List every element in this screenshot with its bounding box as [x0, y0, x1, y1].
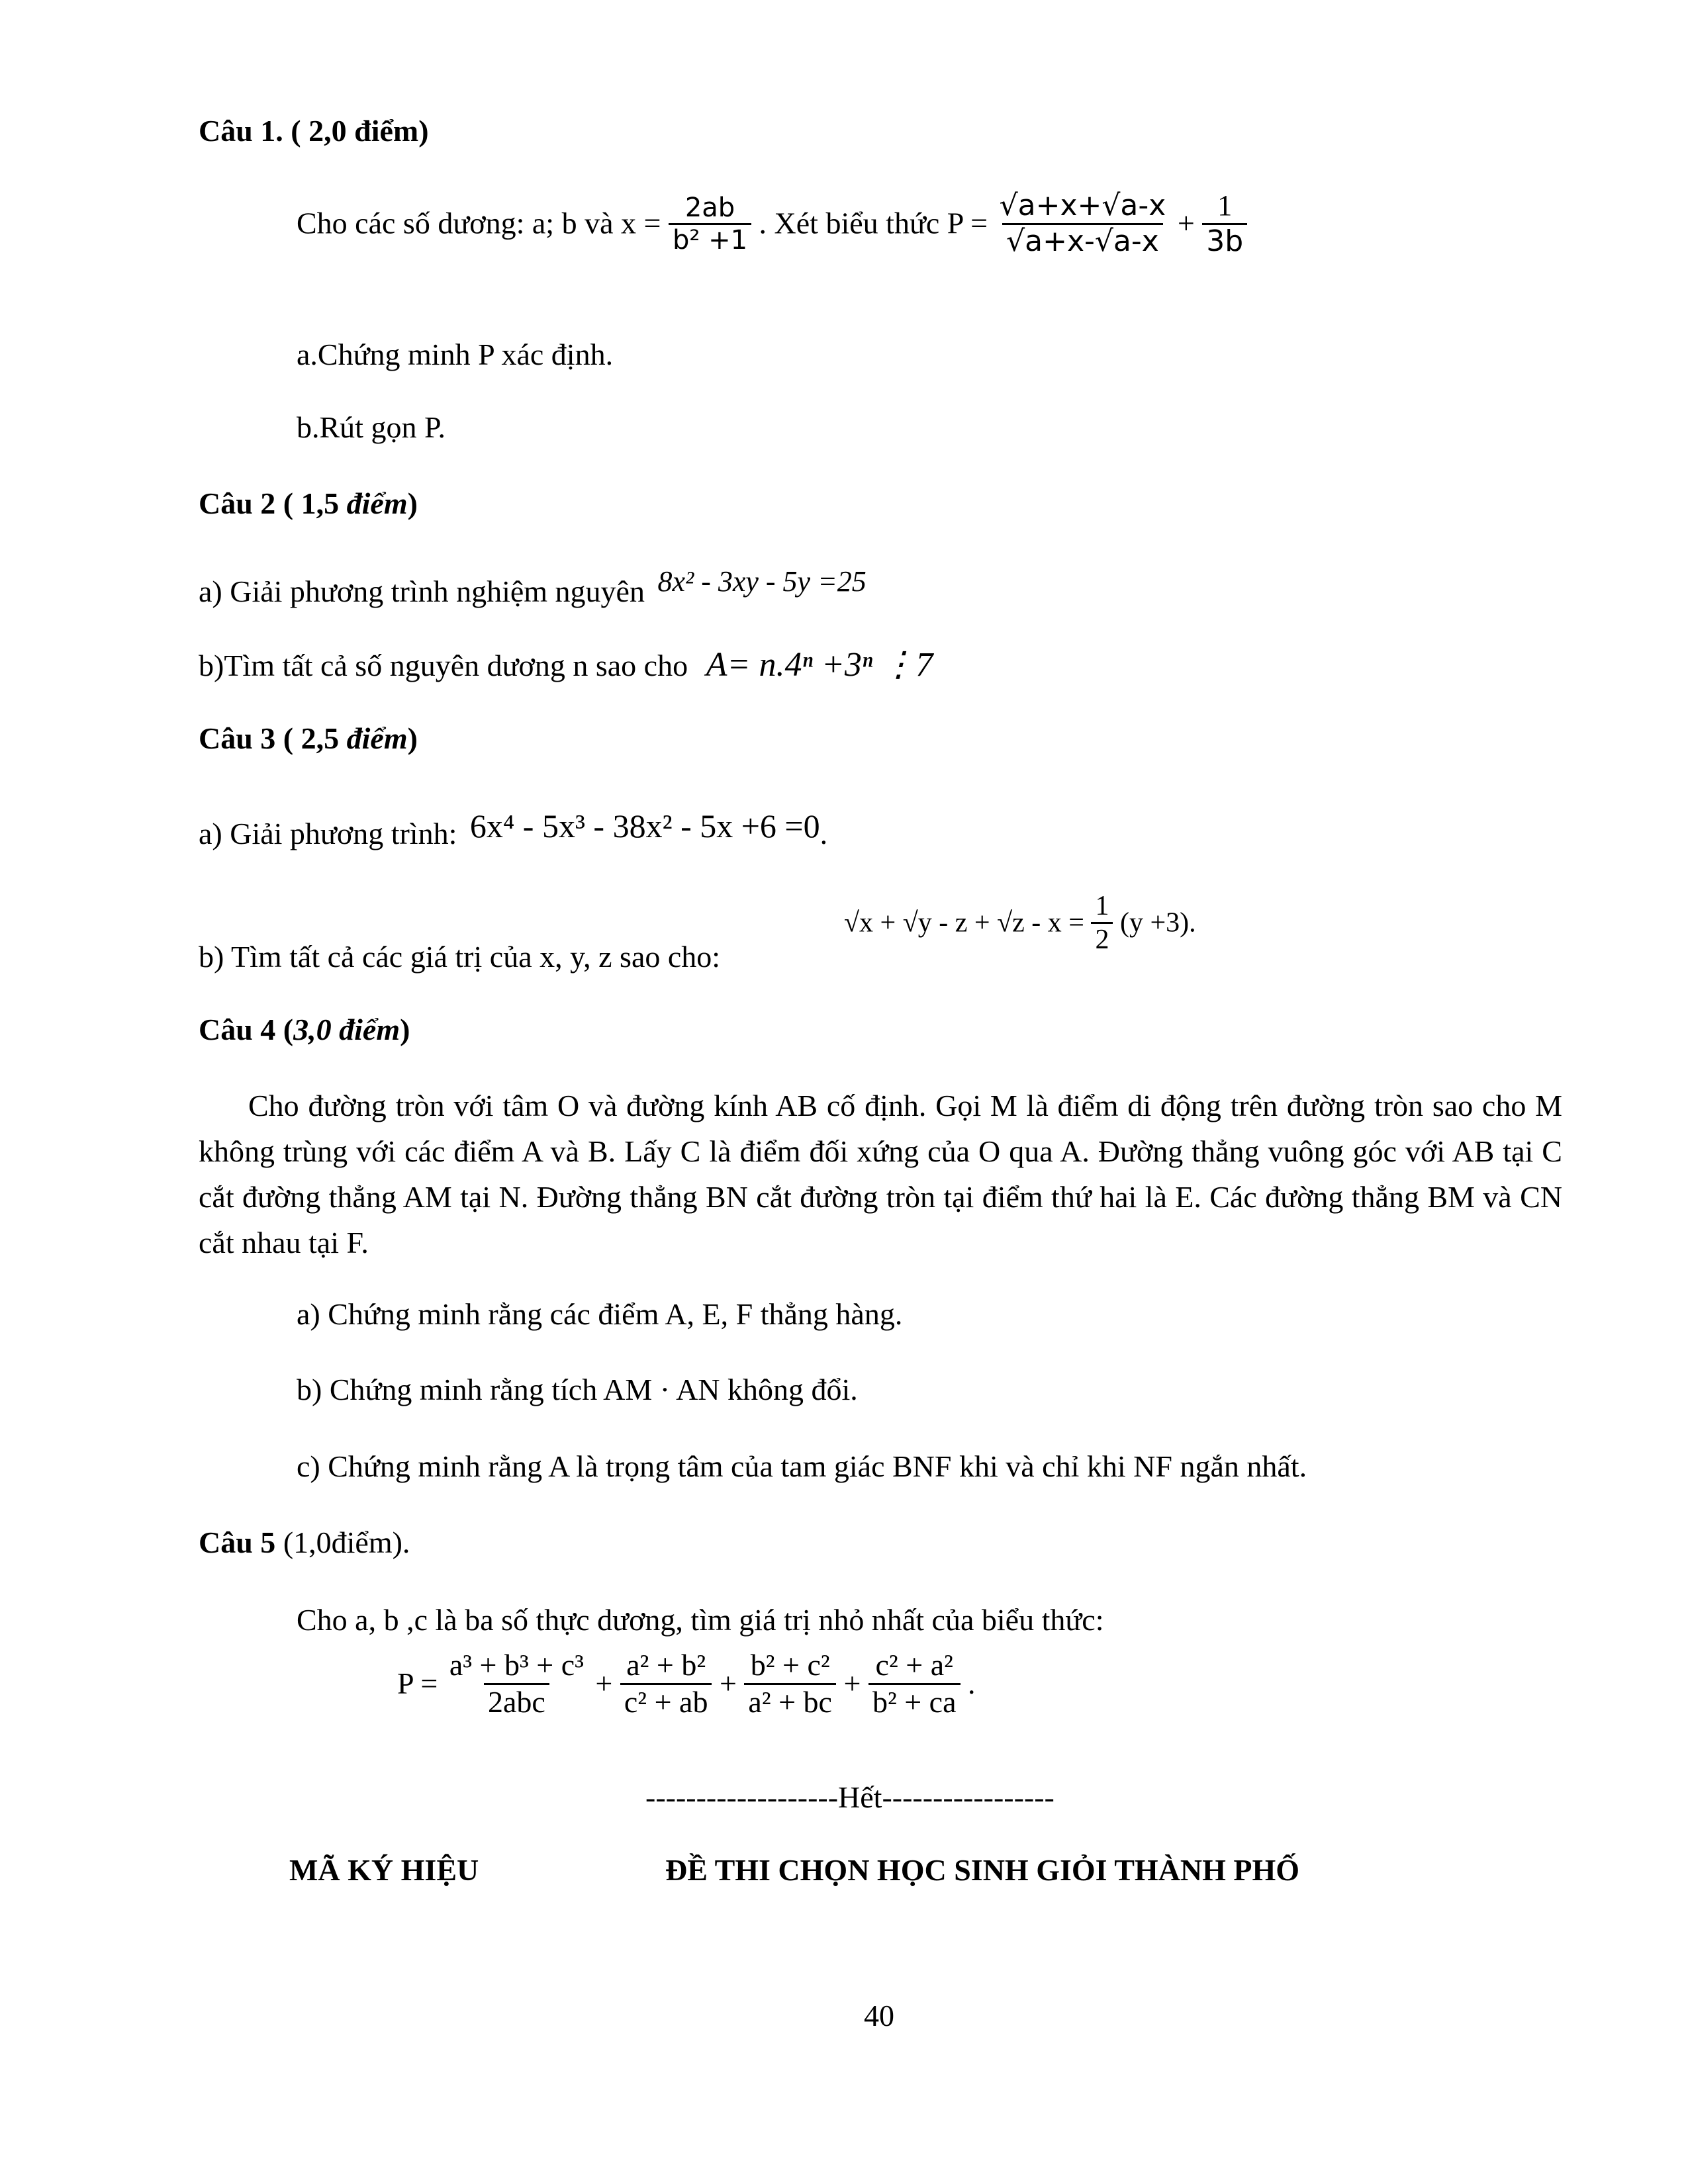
q5-f4-den: b² + ca: [868, 1683, 961, 1720]
q2-title: Câu 2 ( 1,5 điểm): [199, 486, 418, 520]
q3-b-eq-left: √x + √y - z + √z - x =: [844, 907, 1084, 938]
q2-a-text: a) Giải phương trình nghiệm nguyên: [199, 574, 645, 608]
q1-p-denominator: √a+x-√a-x: [1002, 223, 1163, 259]
q4-part-c: c) Chứng minh rằng A là trọng tâm của tam giác BNF khi và chỉ khi NF ngắn nhất.: [297, 1449, 1307, 1483]
q5-end: .: [968, 1666, 976, 1700]
q3-part-b-text: b) Tìm tất cả các giá trị của x, y, z sao cho:: [199, 940, 721, 974]
q5-plus-2: +: [719, 1666, 737, 1700]
q3-part-b-equation: [844, 890, 1196, 956]
q1-mid: . Xét biểu thức P =: [759, 206, 988, 240]
q5-f1-den: 2abc: [484, 1683, 549, 1720]
q3-b-eq-right: (y +3).: [1119, 907, 1196, 938]
end-line: -------------------Hết-----------------: [645, 1780, 1055, 1814]
q1-part-a: a.Chứng minh P xác định.: [297, 338, 614, 371]
q1-p-fraction: [996, 189, 1170, 258]
q5-f2-num: a² + b²: [626, 1648, 706, 1682]
q5-p-label: P =: [397, 1666, 438, 1700]
q5-f3-num: b² + c²: [750, 1648, 830, 1682]
page-number: 40: [864, 1999, 894, 2032]
q1-x-denominator: b² +1: [669, 223, 751, 255]
q2-b-equation: A= n.4ⁿ +3ⁿ ⋮7: [706, 646, 933, 684]
q1-p-plus: +: [1177, 206, 1195, 240]
q1-title: Câu 1. ( 2,0 điểm): [199, 114, 429, 148]
q4-paragraph: Cho đường tròn với tâm O và đường kính AB cố định. Gọi M là điểm di động trên đường tròn sao cho M không trùng với các điểm A và B. Lấy C là điểm đối xứng của O qua A. Đường thẳng vuông góc với AB tại C cắt đường thẳng AM tại N. Đường thẳng BN cắt đường tròn tại điểm thứ hai là E. Các đường thẳng BM và CN cắt nhau tại F.: [199, 1089, 1562, 1259]
q2-a-equation: 8x² - 3xy - 5y =25: [657, 565, 867, 598]
q3-title: Câu 3 ( 2,5 điểm): [199, 721, 418, 755]
footer-exam-title: ĐỀ THI CHỌN HỌC SINH GIỎI THÀNH PHỐ: [665, 1853, 1300, 1887]
q1-p2-numerator: 1: [1217, 189, 1233, 222]
q1-p2-denominator: 3b: [1202, 223, 1247, 259]
q3-b-half-num: 1: [1095, 891, 1109, 921]
q2-part-a: [199, 565, 867, 610]
q1-statement: [297, 189, 1247, 258]
q5-f3-den: a² + bc: [744, 1683, 836, 1720]
q3-part-a: [199, 807, 828, 852]
q5-plus-1: +: [595, 1666, 613, 1700]
q5-fraction-1: [445, 1648, 588, 1720]
q1-x-fraction: [669, 193, 751, 255]
q4-part-a: a) Chứng minh rằng các điểm A, E, F thẳng hàng.: [297, 1297, 903, 1331]
q5-title: Câu 5 (1,0điểm).: [199, 1525, 410, 1559]
q5-fraction-2: [620, 1648, 712, 1720]
q1-x-numerator: 2ab: [684, 192, 735, 223]
q5-text: Cho a, b ,c là ba số thực dương, tìm giá trị nhỏ nhất của biểu thức:: [297, 1603, 1104, 1637]
footer-code: MÃ KÝ HIỆU: [289, 1853, 479, 1887]
q1-p-second-fraction: [1202, 189, 1247, 258]
q5-f1-num: a³ + b³ + c³: [449, 1648, 584, 1682]
q3-a-equation: 6x⁴ - 5x³ - 38x² - 5x +6 =0: [469, 807, 820, 844]
q5-plus-3: +: [843, 1666, 861, 1700]
q3-a-end: .: [820, 817, 828, 850]
q4-part-b: b) Chứng minh rằng tích AM · AN không đổi.: [297, 1373, 858, 1406]
q3-a-text: a) Giải phương trình:: [199, 817, 457, 850]
q2-part-b: [199, 645, 933, 685]
q5-fraction-4: [868, 1648, 961, 1720]
q4-title: Câu 4 (3,0 điểm): [199, 1013, 410, 1046]
q1-lead: Cho các số dương: a; b và x =: [297, 206, 661, 240]
q1-part-b: b.Rút gọn P.: [297, 410, 445, 444]
q1-p-numerator: √a+x+√a-x: [999, 189, 1166, 222]
q2-b-text: b)Tìm tất cả số nguyên dương n sao cho: [199, 649, 688, 682]
q5-f2-den: c² + ab: [620, 1683, 712, 1720]
q3-b-half: [1091, 890, 1113, 956]
q3-b-half-den: 2: [1091, 922, 1113, 956]
q5-expression: [397, 1648, 976, 1720]
q5-f4-num: c² + a²: [875, 1648, 953, 1682]
q5-fraction-3: [744, 1648, 836, 1720]
